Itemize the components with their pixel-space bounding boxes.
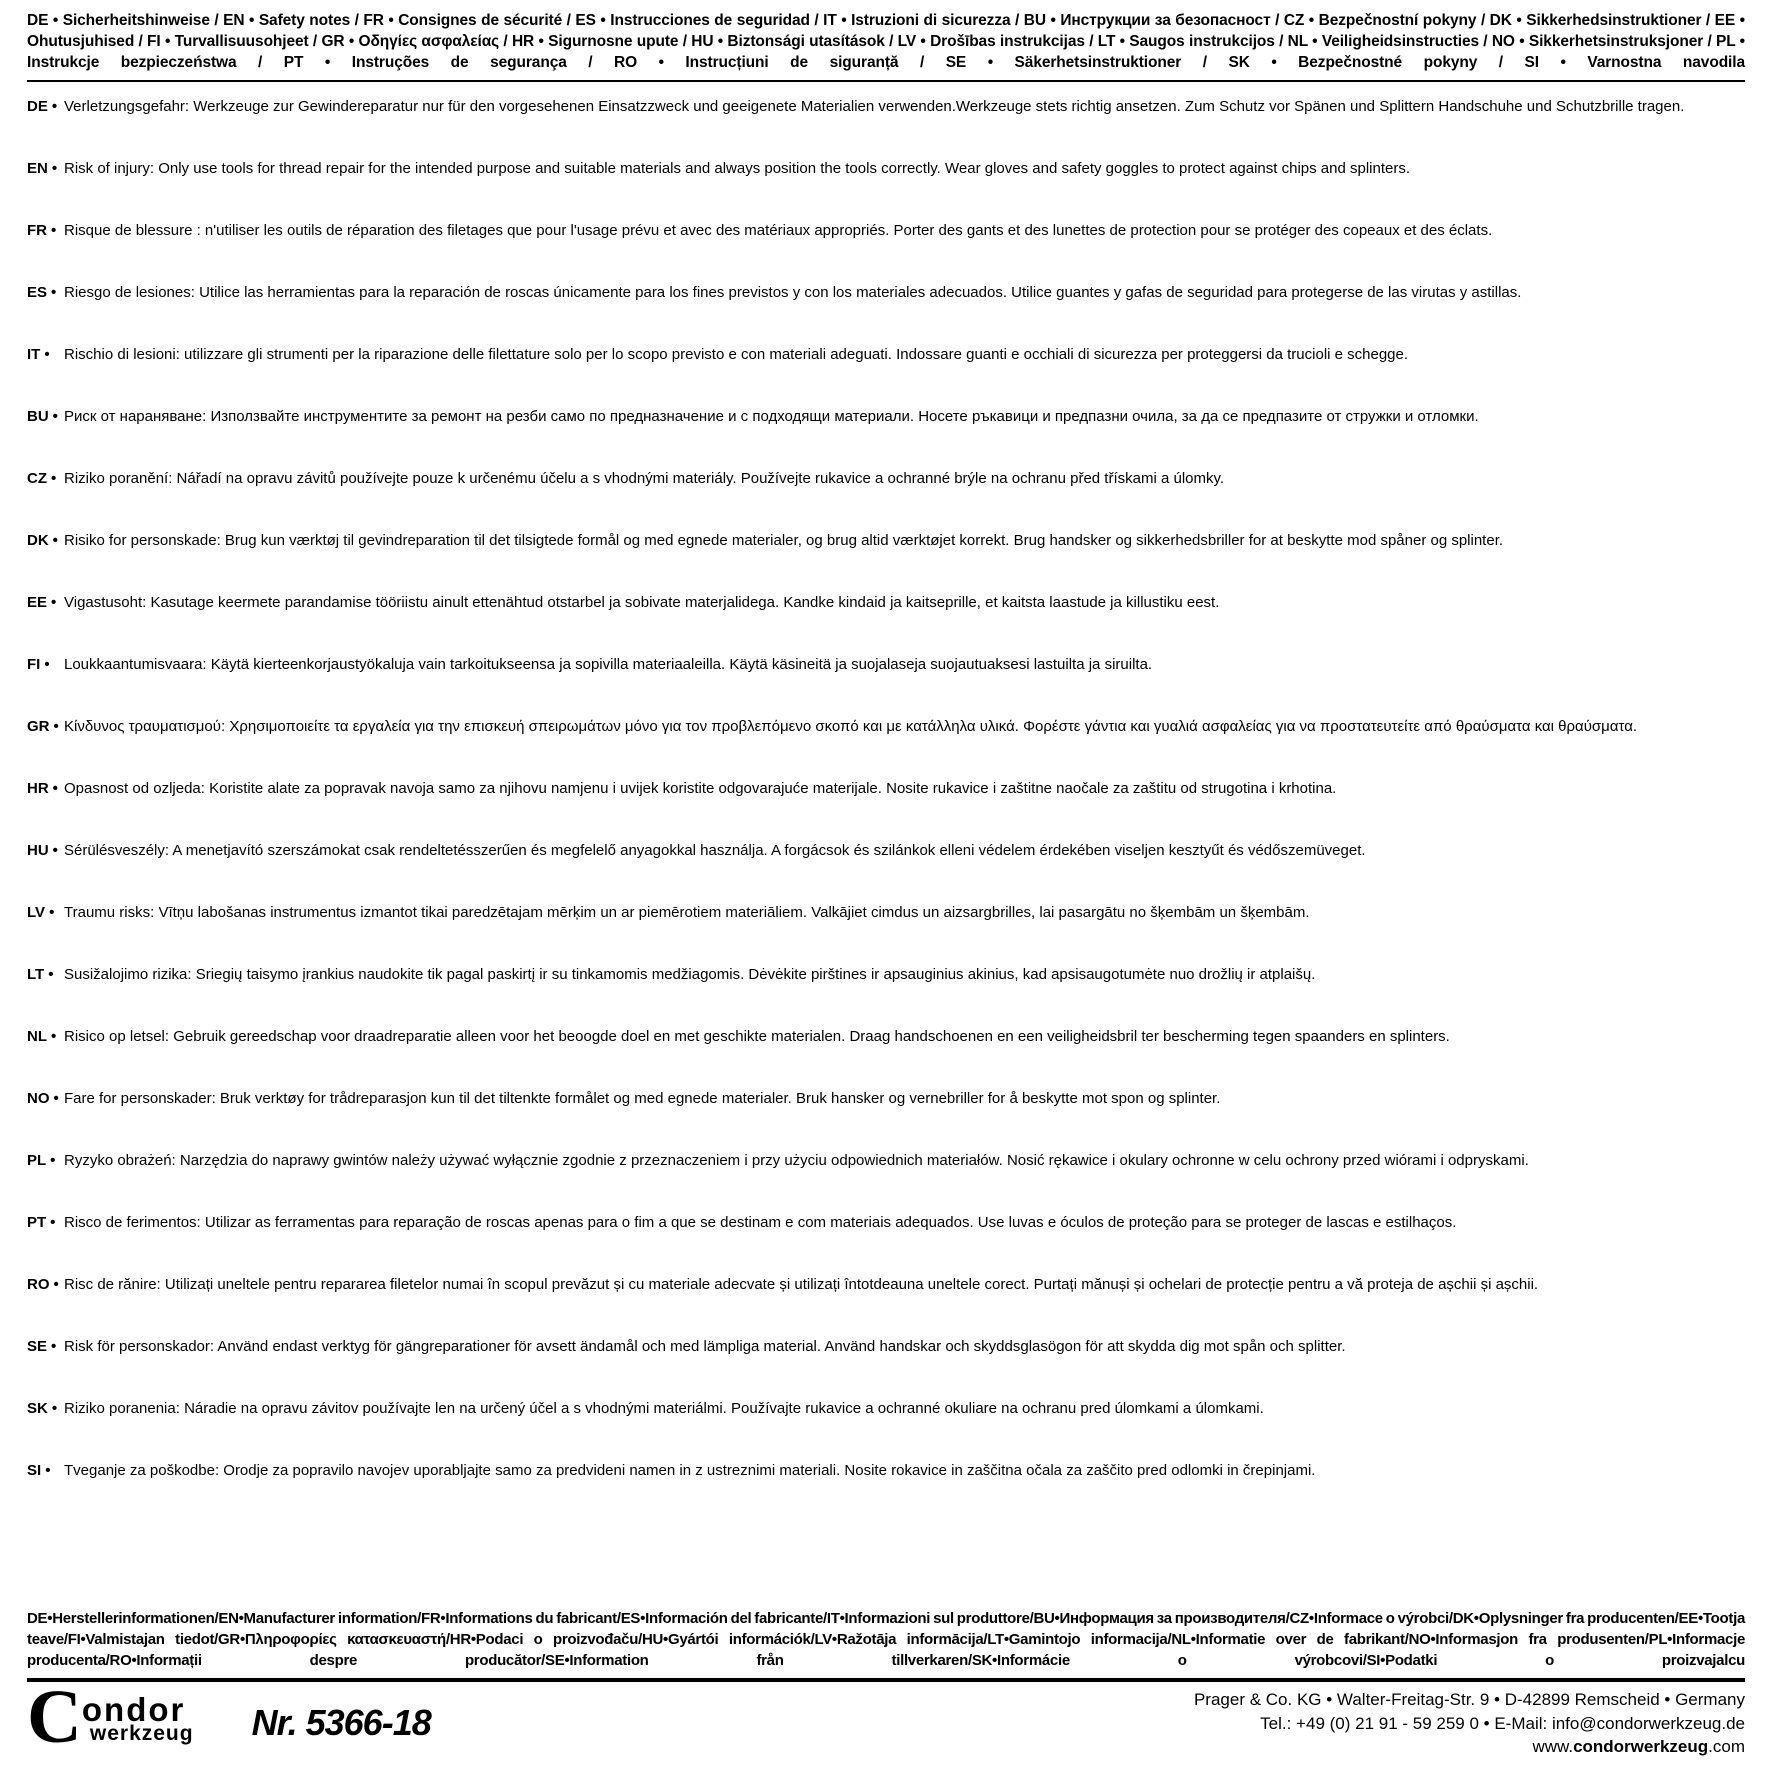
- safety-note-entry: [27, 1212, 1745, 1234]
- safety-note-entry: [27, 964, 1745, 986]
- safety-note-entry: [27, 468, 1745, 490]
- safety-note-entry: [27, 96, 1745, 118]
- manufacturer-phone-email: Tel.: +49 (0) 21 91 - 59 259 0 • E-Mail: info@condorwerkzeug.de: [1260, 1713, 1745, 1733]
- language-code-label: [27, 778, 64, 800]
- bullet-separator: •: [44, 656, 50, 673]
- safety-note-text: Risque de blessure : n'utiliser les outils de réparation des filetages que pour l'usage prévu et avec des matériaux appropriés. Porter des gants et des lunettes de protection pour se protéger des copeaux et des éclats.: [64, 222, 1493, 239]
- safety-note-text: Κίνδυνος τραυματισμού: Χρησιμοποιείτε τα εργαλεία για την επισκευή σπειρωμάτων μόνο για τον προβλεπόμενο σκοπό και με κατάλληλα υλικά. Φορέστε γάντια και γυαλιά ασφαλείας για να προστατευτείτε από θραύσματα και θραύσματα.: [64, 718, 1638, 735]
- safety-note-entry: [27, 1150, 1745, 1172]
- website-prefix: www.: [1532, 1737, 1574, 1756]
- language-code-label: [27, 282, 64, 304]
- language-code: FI: [27, 656, 41, 673]
- language-code: SE: [27, 1338, 48, 1355]
- language-code: BU: [27, 408, 49, 425]
- language-code: HU: [27, 842, 49, 859]
- language-code-label: [27, 1398, 64, 1420]
- language-code-label: [27, 716, 64, 738]
- bullet-separator: •: [51, 98, 58, 115]
- safety-note-text: Sérülésveszély: A menetjavító szerszámokat csak rendeltetésszerűen és megfelelő anyagokkal használja. A forgácsok és szilánkok elleni védelem érdekében viseljen kesztyűt és védőszemüveget.: [64, 842, 1366, 859]
- bullet-separator: •: [52, 842, 58, 859]
- bullet-separator: •: [50, 1214, 56, 1231]
- safety-note-entry: [27, 1460, 1745, 1482]
- safety-note-text: Risk för personskador: Använd endast verktyg för gängreparationer för avsett ändamål och med lämpliga material. Använd handskar och skyddsglasögon för att skydda dig mot spån och splitter.: [64, 1338, 1346, 1355]
- safety-note-text: Риск от нараняване: Използвайте инструментите за ремонт на резби само по предназначение и с подходящи материали. Носете ръкавици и предпазни очила, за да се предпазите от стружки и отломки.: [64, 408, 1479, 425]
- bullet-separator: •: [51, 160, 58, 177]
- safety-note-text: Risco de ferimentos: Utilizar as ferramentas para reparação de roscas apenas para o fim a que se destinam e com materiais adequados. Use luvas e óculos de proteção para se proteger de lascas e estilhaços.: [64, 1214, 1457, 1231]
- language-code: PL: [27, 1152, 47, 1169]
- language-code: CZ: [27, 470, 47, 487]
- part-number: Nr. 5366-18: [251, 1702, 431, 1743]
- language-code: RO: [27, 1276, 50, 1293]
- language-code: GR: [27, 718, 50, 735]
- condor-logo: [27, 1675, 194, 1759]
- safety-note-entry: [27, 902, 1745, 924]
- safety-note-entry: [27, 778, 1745, 800]
- language-code-label: [27, 1150, 64, 1172]
- language-code: LT: [27, 966, 45, 983]
- safety-note-entry: [27, 1336, 1745, 1358]
- safety-note-text: Riziko poranění: Nářadí na opravu závitů používejte pouze k určenému účelu a s vhodnými materiály. Používejte rukavice a ochranné brýle na ochranu před třískami a úlomky.: [64, 470, 1225, 487]
- language-code-label: [27, 902, 64, 924]
- language-code: FR: [27, 222, 47, 239]
- safety-note-entry: [27, 158, 1745, 180]
- language-code-label: [27, 406, 64, 428]
- bullet-separator: •: [51, 1400, 58, 1417]
- bullet-separator: •: [53, 1276, 59, 1293]
- safety-note-text: Rischio di lesioni: utilizzare gli strumenti per la riparazione delle filettature solo per lo scopo previsto e con materiali adeguati. Indossare guanti e occhiali di sicurezza per proteggersi da trucioli e schegge.: [64, 346, 1409, 363]
- language-code-label: [27, 96, 64, 118]
- safety-note-text: Loukkaantumisvaara: Käytä kierteenkorjaustyökaluja vain tarkoitukseensa ja sopivilla materiaaleilla. Käytä käsineitä ja suojalaseja suojautuaksesi lastuilta ja siruilta.: [64, 656, 1153, 673]
- safety-note-text: Risico op letsel: Gebruik gereedschap voor draadreparatie alleen voor het beoogde doel en met geschikte materialen. Draag handschoenen en een veiligheidsbril ter bescherming tegen spaanders en splinters.: [64, 1028, 1450, 1045]
- logo-letter-c: C: [27, 1675, 80, 1759]
- safety-note-entry: [27, 1088, 1745, 1110]
- safety-note-entry: [27, 716, 1745, 738]
- safety-note-entry: [27, 530, 1745, 552]
- language-code-label: [27, 1212, 64, 1234]
- bullet-separator: •: [51, 1028, 57, 1045]
- language-code: EE: [27, 594, 48, 611]
- website-domain: condorwerkzeug: [1573, 1737, 1709, 1756]
- language-code-label: [27, 1026, 64, 1048]
- safety-note-text: Opasnost od ozljeda: Koristite alate za popravak navoja samo za njihovu namjenu i uvijek koristite odgovarajuće materijale. Nosite rukavice i zaštitne naočale za zaštitu od strugotina i krhotina.: [64, 780, 1337, 797]
- safety-note-entry: [27, 1026, 1745, 1048]
- language-code-label: [27, 840, 64, 862]
- bullet-separator: •: [52, 780, 58, 797]
- website-suffix: .com: [1708, 1737, 1745, 1756]
- bullet-separator: •: [48, 966, 54, 983]
- bullet-separator: •: [53, 718, 59, 735]
- language-code: SI: [27, 1462, 42, 1479]
- bullet-separator: •: [51, 284, 57, 301]
- bullet-separator: •: [49, 904, 55, 921]
- safety-note-text: Fare for personskader: Bruk verktøy for trådreparasjon kun til det tiltenkte formålet og med egnede materialer. Bruk hansker og vernebriller for å beskytte mot spon og splinter.: [64, 1090, 1221, 1107]
- safety-note-entry: [27, 220, 1745, 242]
- language-code: DE: [27, 98, 48, 115]
- logo-sub-wordmark: werkzeug: [89, 1722, 194, 1745]
- logo-wordmark: ondor: [81, 1691, 186, 1728]
- language-code-label: [27, 1088, 64, 1110]
- bullet-separator: •: [52, 408, 58, 425]
- safety-note-entry: [27, 1274, 1745, 1296]
- language-code: NL: [27, 1028, 47, 1045]
- safety-notes-list: [27, 96, 1745, 1482]
- safety-note-text: Susižalojimo rizika: Sriegių taisymo įrankius naudokite tik pagal paskirtį ir su tinkamomis medžiagomis. Dėvėkite pirštines ir apsauginius akinius, kad apsisaugotumėte nuo drožlių ir atplaišų.: [64, 966, 1316, 983]
- footer-left: [27, 1675, 431, 1759]
- language-code-label: [27, 1274, 64, 1296]
- manufacturer-contact-block: [1194, 1688, 1745, 1759]
- bullet-separator: •: [51, 1338, 57, 1355]
- safety-note-text: Tveganje za poškodbe: Orodje za popravilo navojev uporabljajte samo za predvideni namen in z ustreznimi materiali. Nosite rokavice in zaščitna očala za zaščito pred odlomki in črepinjami.: [64, 1462, 1316, 1479]
- safety-note-entry: [27, 840, 1745, 862]
- language-code-label: [27, 468, 64, 490]
- language-code-label: [27, 654, 64, 676]
- safety-note-entry: [27, 344, 1745, 366]
- safety-note-entry: [27, 592, 1745, 614]
- footer: [27, 1675, 1745, 1772]
- language-code-label: [27, 158, 64, 180]
- language-code-label: [27, 344, 64, 366]
- safety-note-text: Risiko for personskade: Brug kun værktøj til gevindreparation til det tilsigtede formål og med egnede materialer, og brug altid værktøjet korrekt. Brug handsker og sikkerhedsbriller for at beskytte mod spåner og splinter.: [64, 532, 1504, 549]
- safety-note-text: Verletzungsgefahr: Werkzeuge zur Gewindereparatur nur für den vorgesehenen Einsatzzweck und geeigenete Materialien verwenden.Werkzeuge stets richtig ansetzen. Zum Schutz vor Spänen und Splittern Handschuhe und Schutzbrille tragen.: [64, 98, 1685, 115]
- safety-note-entry: [27, 282, 1745, 304]
- language-code: EN: [27, 160, 48, 177]
- page-header-languages: DE • Sicherheitshinweise / EN • Safety notes / FR • Consignes de sécurité / ES • Instrucciones de seguridad / IT • Istruzioni di sicurezza / BU • Инструкции за безопасност / CZ • Bezpečnostní pokyny / DK • Sikkerhedsinstruktioner / EE • Ohutusjuhised / FI • Turvallisuusohjeet / GR • Οδηγίες ασφαλείας / HR • Sigurnosne upute / HU • Biztonsági utasítások / LV • Drošības instrukcijas / LT • Saugos instrukcijos / NL • Veiligheidsinstructies / NO • Sikkerhetsinstruksjoner / PL • Instrukcje bezpieczeństwa / PT • Instruções de segurança / RO • Instrucțiuni de siguranță / SE • Säkerhetsinstruktioner / SK • Bezpečnostné pokyny / SI • Varnostna navodila: [27, 12, 1745, 71]
- language-code: DK: [27, 532, 49, 549]
- language-code: ES: [27, 284, 48, 301]
- header-divider: [27, 80, 1745, 82]
- language-code: NO: [27, 1090, 50, 1107]
- manufacturer-info-heading: DE•Herstellerinformationen/EN•Manufacturer information/FR•Informations du fabricant/ES•Información del fabricante/IT•Informazioni sul produttore/BU•Информация за производителя/CZ•Informace o výrobci/DK•Oplysninger fra producenten/EE•Tootja teave/FI•Valmistajan tiedot/GR•Πληροφορίες κατασκευαστή/HR•Podaci o proizvođaču/HU•Gyártói információk/LV•Ražotāja informācija/LT•Gamintojo informacija/NL•Informatie over de fabrikant/NO•Informasjon fra produsenten/PL•Informacje producenta/RO•Informații despre producător/SE•Information från tillverkaren/SK•Informácie o výrobcovi/SI•Podatki o proizvajalcu: [27, 1610, 1745, 1669]
- logo-wordmark-stack: [82, 1688, 194, 1744]
- manufacturer-website: [1194, 1735, 1745, 1759]
- safety-note-entry: [27, 406, 1745, 428]
- bullet-separator: •: [52, 532, 58, 549]
- safety-note-text: Ryzyko obrażeń: Narzędzia do naprawy gwintów należy używać wyłącznie zgodnie z przeznaczeniem i przy użyciu odpowiednich materiałów. Nosić rękawice i okulary ochronne w celu ochrony przed wiórami i odpryskami.: [64, 1152, 1529, 1169]
- safety-note-text: Traumu risks: Vītņu labošanas instrumentus izmantot tikai paredzētajam mērķim un ar piemērotiem materiāliem. Valkājiet cimdus un aizsargbrilles, lai pasargātu no šķembām un šķembām.: [64, 904, 1310, 921]
- manufacturer-block: [27, 1608, 1745, 1772]
- bullet-separator: •: [45, 1462, 51, 1479]
- safety-note-text: Riesgo de lesiones: Utilice las herramientas para la reparación de roscas únicamente para los fines previstos y con los materiales adecuados. Utilice guantes y gafas de seguridad para protegerse de las virutas y astillas.: [64, 284, 1522, 301]
- language-code: LV: [27, 904, 46, 921]
- safety-note-text: Vigastusoht: Kasutage keermete parandamise tööriistu ainult ettenähtud otstarbel ja sobivate materjalidega. Kandke kindaid ja kaitseprille, et kaitsta laastude ja killustiku eest.: [64, 594, 1220, 611]
- bullet-separator: •: [44, 346, 50, 363]
- safety-note-entry: [27, 654, 1745, 676]
- bullet-separator: •: [51, 594, 57, 611]
- language-code-label: [27, 1336, 64, 1358]
- language-code-label: [27, 1460, 64, 1482]
- bullet-separator: •: [51, 222, 57, 239]
- manufacturer-address: Prager & Co. KG • Walter-Freitag-Str. 9 • D-42899 Remscheid • Germany: [1193, 1690, 1745, 1709]
- safety-note-entry: [27, 1398, 1745, 1420]
- safety-note-text: Riziko poranenia: Náradie na opravu závitov používajte len na určený účel a s vhodnými materiálmi. Používajte rukavice a ochranné okuliare na ochranu pred úlomkami a úlomkami.: [64, 1400, 1264, 1417]
- language-code-label: [27, 592, 64, 614]
- language-code-label: [27, 220, 64, 242]
- bullet-separator: •: [53, 1090, 59, 1107]
- language-code: SK: [27, 1400, 48, 1417]
- language-code: PT: [27, 1214, 47, 1231]
- language-code: HR: [27, 780, 49, 797]
- language-code-label: [27, 530, 64, 552]
- language-code: IT: [27, 346, 41, 363]
- safety-note-text: Risk of injury: Only use tools for thread repair for the intended purpose and suitable materials and always position the tools correctly. Wear gloves and safety goggles to protect against chips and splinters.: [64, 160, 1411, 177]
- safety-note-text: Risc de rănire: Utilizați uneltele pentru repararea filetelor numai în scopul prevăzut și cu materiale adecvate și utilizați întotdeauna uneltele corect. Purtați mănuși și ochelari de protecție pentru a vă proteja de așchii și așchii.: [64, 1276, 1539, 1293]
- bullet-separator: •: [50, 1152, 56, 1169]
- bullet-separator: •: [51, 470, 57, 487]
- language-code-label: [27, 964, 64, 986]
